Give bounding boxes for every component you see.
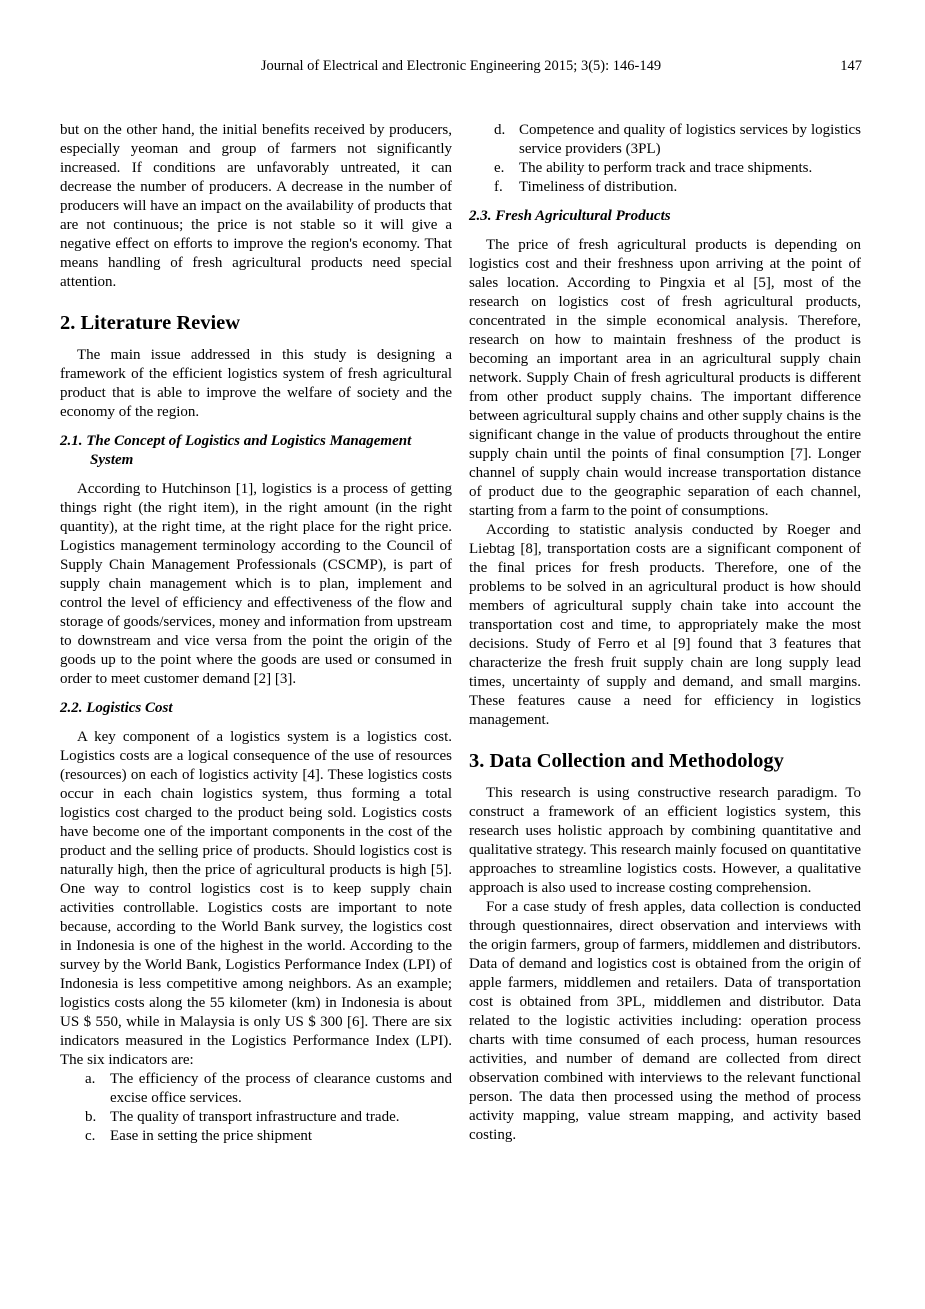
list-item-text: The quality of transport infrastructure and trade. bbox=[110, 1109, 400, 1125]
right-column bbox=[469, 121, 861, 1146]
section-2-3-paragraph-2: According to statistic analysis conducted by Roeger and Liebtag [8], transportation costs are a significant component of the final prices for fresh products. Therefore, one of the problems to be solved in an agricultural product is how should members of agricultural supply chain take into account the transportation cost and time, to appropriately make the most decisions. Study of Ferro et al [9] found that 3 features that characterize the fresh fruit supply chain are long supply lead times, uncertainty of supply and demand, and small margins. These features cause a need for efficiency in logistics management. bbox=[469, 522, 861, 728]
section-3-paragraph-2: For a case study of fresh apples, data collection is conducted through questionnaires, direct observation and interviews with the origin farmers, group of farmers, middlemen and distributors. Data of demand and logistics cost is obtained from the origin of apple farmers, middlemen and retailers. Data of transportation cost is obtained from 3PL, middlemen and distributor. Data related to the logistic activities including: operation process charts with time consumed of each process, human resources activities, and number of demand are collected from direct observation combined with interviews to the relevant functional person. The data then processed using the method of process activity mapping, value stream mapping, and activity based costing. bbox=[469, 899, 861, 1143]
list-item-text: Competence and quality of logistics services by logistics service providers (3PL) bbox=[519, 122, 861, 157]
intro-paragraph: but on the other hand, the initial benefits received by producers, especially yeoman and group of farmers not significantly increased. If conditions are unfavorably untreated, it can decrease the number of producers. A decrease in the number of producers will have an impact on the availability of products that are not continuous; the price is not stable so it will give a negative effect on efforts to improve the region's economy. That means handling of fresh agricultural products need special attention. bbox=[60, 122, 452, 290]
lpi-indicators-list-a-c bbox=[60, 1070, 452, 1146]
list-item bbox=[60, 1108, 452, 1127]
left-column bbox=[60, 121, 452, 1146]
lpi-indicators-list-d-f bbox=[469, 121, 861, 197]
list-item-text: The ability to perform track and trace shipments. bbox=[519, 160, 813, 176]
section-2-3-heading: 2.3. Fresh Agricultural Products bbox=[469, 208, 671, 224]
list-marker: c. bbox=[85, 1128, 96, 1144]
list-marker: b. bbox=[85, 1109, 97, 1125]
section-2-2-heading: 2.2. Logistics Cost bbox=[60, 700, 173, 716]
list-item bbox=[469, 121, 861, 159]
section-2-1-heading: 2.1. The Concept of Logistics and Logistics Management System bbox=[60, 433, 412, 468]
page-number: 147 bbox=[840, 58, 862, 74]
section-2-paragraph: The main issue addressed in this study is designing a framework of the efficient logistics system of fresh agricultural product that is able to improve the welfare of society and the economy of the region. bbox=[60, 347, 452, 420]
list-item-text: Timeliness of distribution. bbox=[519, 179, 678, 195]
section-3-heading: 3. Data Collection and Methodology bbox=[469, 750, 784, 772]
list-marker: a. bbox=[85, 1071, 96, 1087]
list-marker: d. bbox=[494, 122, 506, 138]
section-3-paragraph-1: This research is using constructive research paradigm. To construct a framework of an efficient logistics system, this research uses holistic approach by combining quantitative and qualitative strategy. This research mainly focused on quantitative approaches to streamline logistics costs. However, a qualitative approach is also used to increase costing comprehension. bbox=[469, 785, 861, 896]
page-header bbox=[60, 56, 862, 76]
list-item bbox=[60, 1070, 452, 1108]
list-marker: f. bbox=[494, 179, 503, 195]
list-marker: e. bbox=[494, 160, 505, 176]
section-2-1-paragraph: According to Hutchinson [1], logistics is a process of getting things right (the right item), in the right amount (in the right quantity), at the right time, at the right place for the right price. Logistics management terminology according to the Council of Supply Chain Management Professionals (CSCMP), is part of supply chain management which is to plan, implement and control the level of efficiency and effectiveness of the flow and storage of goods/services, money and information from upstream to downstream and vice versa from the point the origin of the goods up to the point where the goods are used or consumed in order to meet customer demand [2] [3]. bbox=[60, 481, 452, 687]
list-item-text: The efficiency of the process of clearance customs and excise office services. bbox=[110, 1071, 452, 1106]
section-2-3-paragraph-1: The price of fresh agricultural products is depending on logistics cost and their freshness upon arriving at the point of sales location. According to Pingxia et al [5], most of the research on logistics cost of fresh agricultural products, concentrated in the simple economical analysis. Therefore, research on how to maintain freshness of the product is becoming an important area in an agricultural supply chain network. Supply Chain of fresh agricultural products is different from other product supply chains. The important difference between agricultural supply chains and other supply chains is the significant change in the value of products throughout the entire supply chain until the points of final consumption [7]. Longer channel of supply chain would increase transportation distance of product due to the geographic separation of each channel, starting from a farm to the point of consumptions. bbox=[469, 237, 861, 519]
list-item bbox=[469, 159, 861, 178]
section-2-2-paragraph: A key component of a logistics system is a logistics cost. Logistics costs are a logical consequence of the use of resources (resources) on each of logistics activity [4]. These logistics costs occur in each chain logistics system, thus forming a total logistics cost charged to the product being sold. Logistics costs have become one of the important components in the cost of the product and the selling price of products. Should logistics cost is naturally high, then the price of agricultural products is high [5]. One way to control logistics cost is to keep supply chain activities controllable. Logistics costs are important to note because, according to the World Bank survey, the logistics cost in Indonesia is one of the highest in the world. According to the survey by the World Bank, Logistics Performance Index (LPI) of Indonesia is less competitive among neighbors. As an example; logistics costs along the 55 kilometer (km) in Indonesia is about US $ 550, while in Malaysia is only US $ 300 [6]. There are six indicators measured in the Logistics Performance Index (LPI). The six indicators are: bbox=[60, 729, 452, 1068]
section-2-heading: 2. Literature Review bbox=[60, 312, 241, 334]
list-item bbox=[469, 178, 861, 197]
list-item bbox=[60, 1127, 452, 1146]
journal-citation: Journal of Electrical and Electronic Engineering 2015; 3(5): 146-149 bbox=[260, 58, 662, 74]
two-column-body bbox=[60, 121, 862, 1146]
list-item-text: Ease in setting the price shipment bbox=[110, 1128, 313, 1144]
